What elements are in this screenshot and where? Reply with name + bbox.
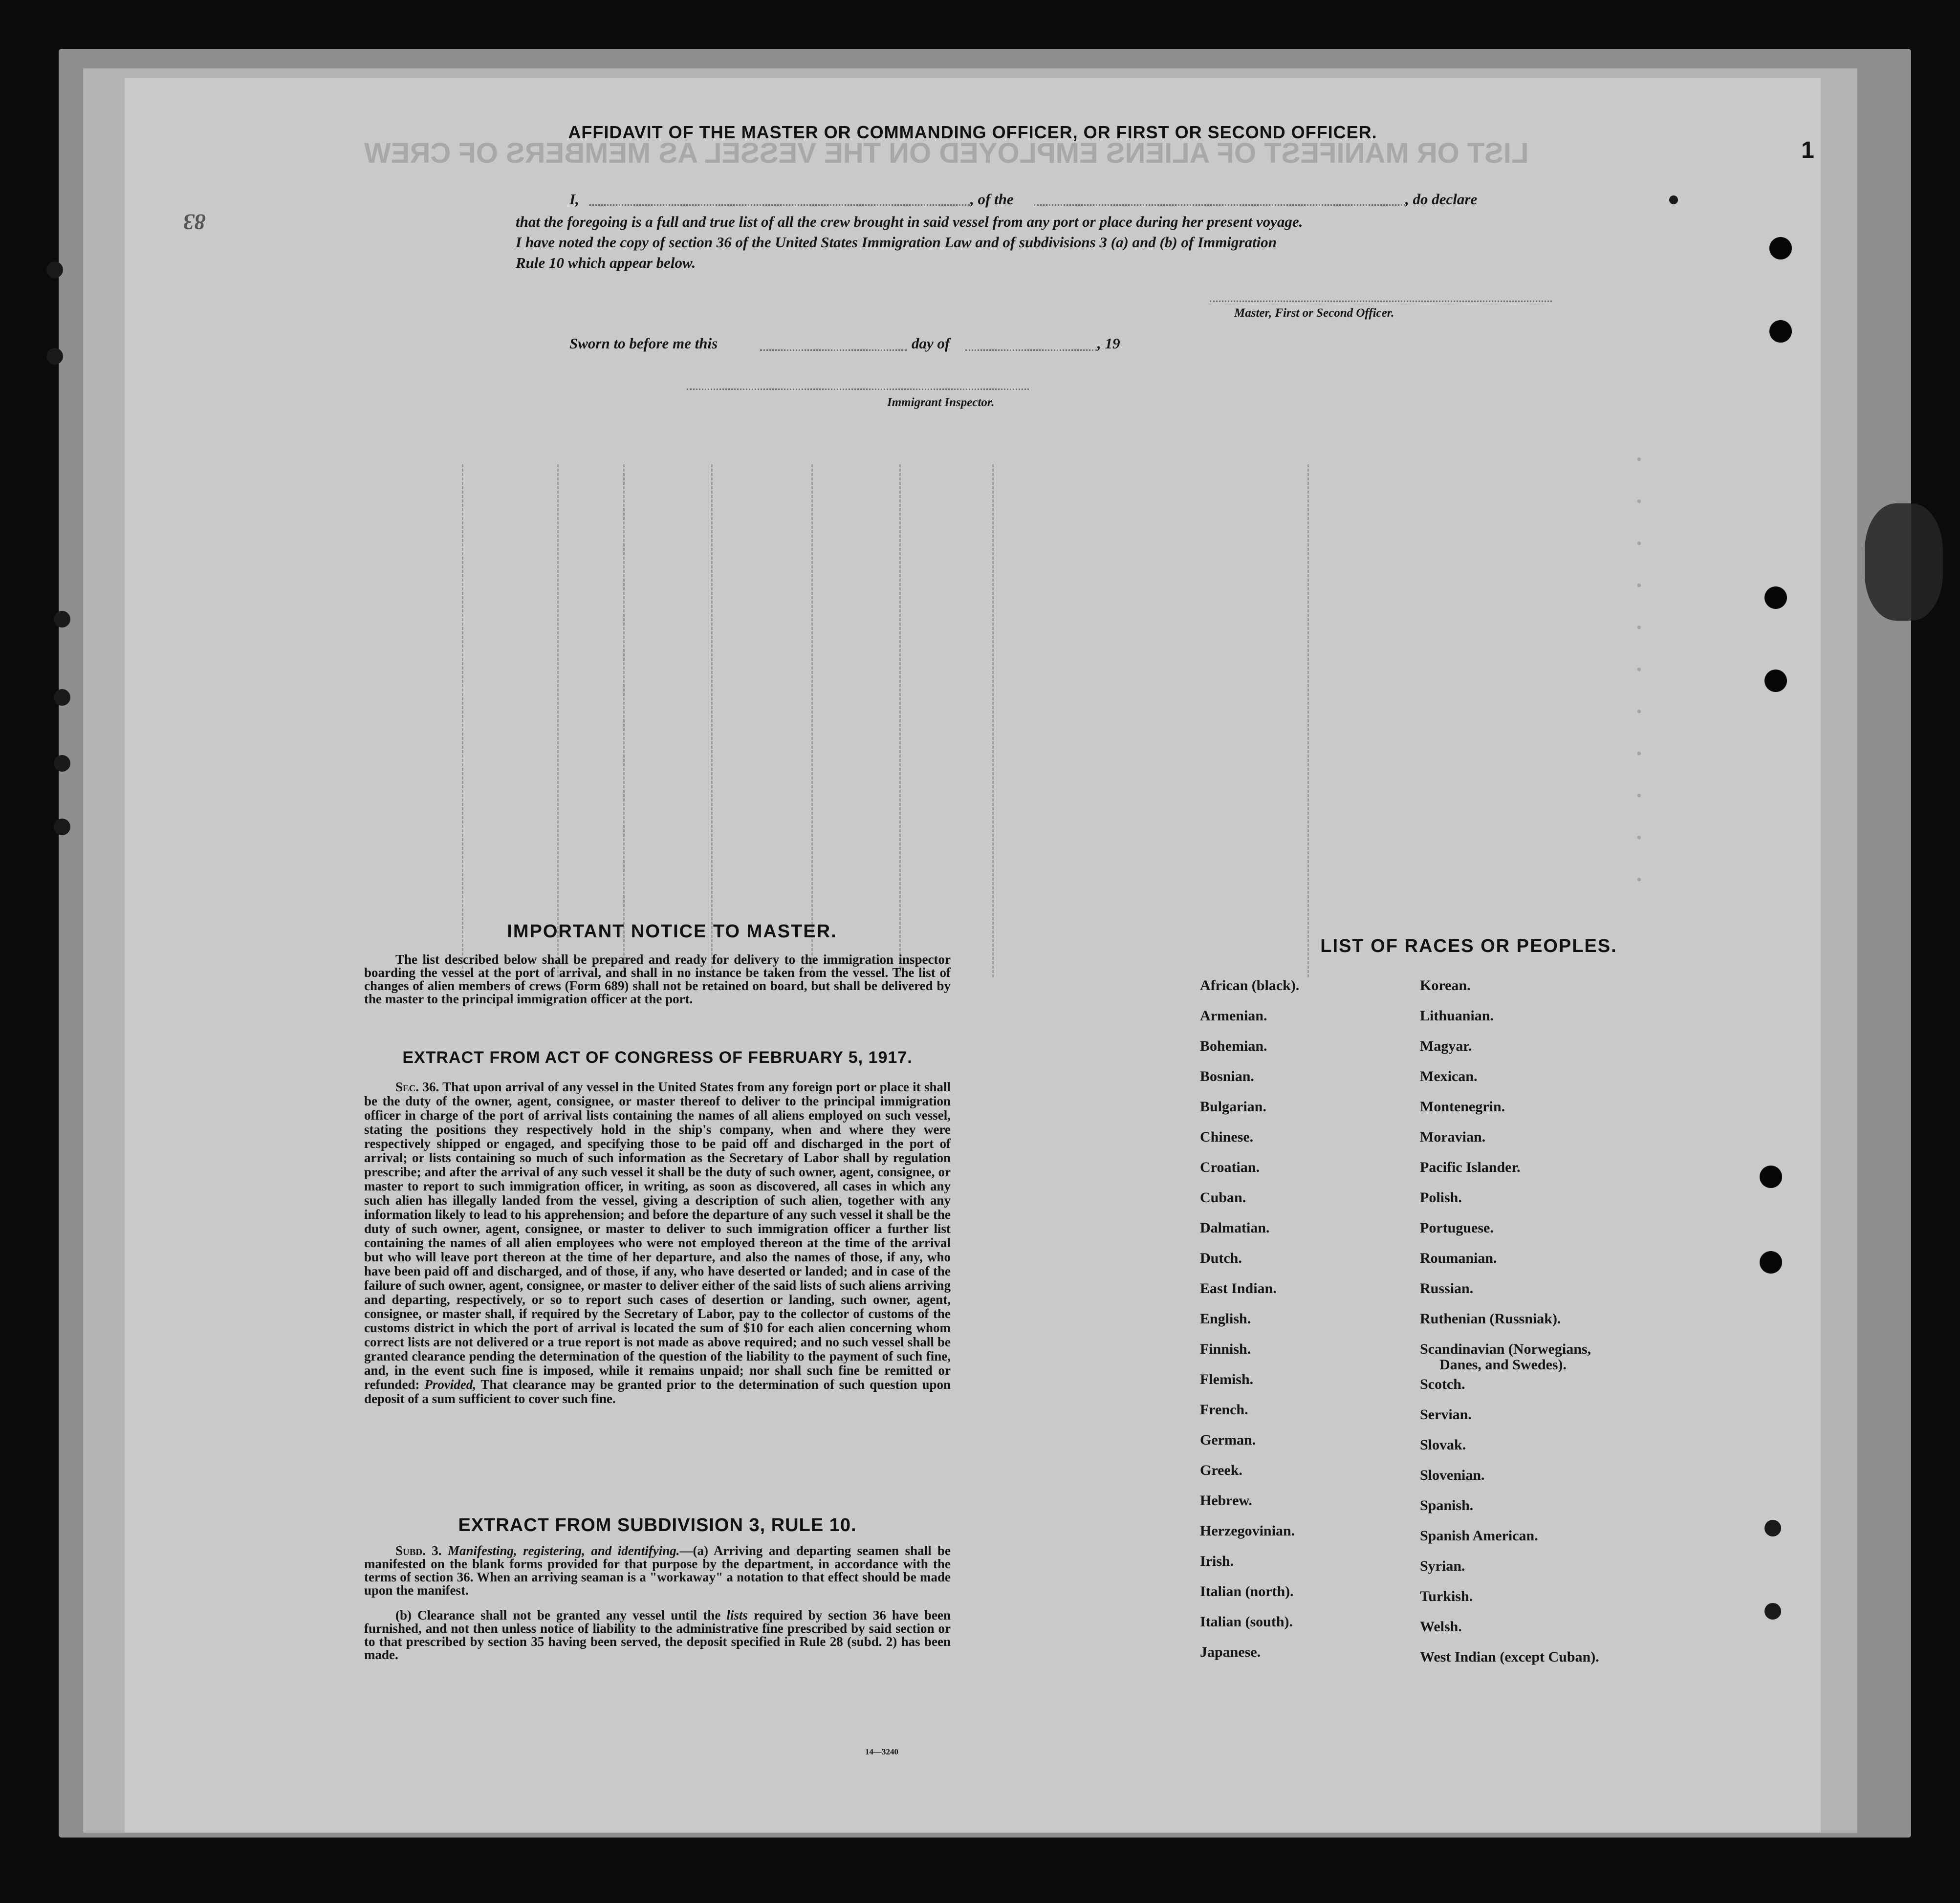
declare-label: , do declare	[1405, 191, 1478, 208]
page-corner-number: 1	[1801, 137, 1814, 163]
race-item: Bosnian.	[1200, 1068, 1254, 1084]
subdivision-heading: Manifesting, registering, and identifying.	[447, 1543, 680, 1558]
punch-hole	[1769, 237, 1792, 260]
section-label: Sec. 36.	[395, 1080, 439, 1094]
race-item: Danes, and Swedes).	[1439, 1357, 1567, 1373]
margin-number: 83	[183, 210, 206, 235]
para-a-text: —(a) Arriving and departing seamen shall be manifested on the blank forms provided for that purpose by the department, in accordance with the terms of section 36. When an arriving seaman is a "workaway" a notation to that effect should be made upon the manifest.	[364, 1543, 951, 1598]
race-item: Mexican.	[1420, 1068, 1478, 1084]
race-item: Armenian.	[1200, 1008, 1267, 1024]
race-item: Slovak.	[1420, 1437, 1466, 1453]
act-extract-text	[364, 1080, 951, 1406]
punch-hole	[54, 819, 70, 835]
races-title: LIST OF RACES OR PEOPLES.	[1320, 936, 1617, 956]
affidavit-line-3: Rule 10 which appear below.	[516, 254, 696, 271]
affidavit-line-1: that the foregoing is a full and true list of all the crew brought in said vessel from any port or place during her present voyage.	[516, 213, 1303, 230]
punch-hole	[1760, 1166, 1782, 1188]
affiant-name-field[interactable]	[589, 204, 970, 206]
race-item: Spanish American.	[1420, 1528, 1538, 1544]
race-item: West Indian (except Cuban).	[1420, 1649, 1599, 1665]
section-36-text: That upon arrival of any vessel in the United States from any foreign port or place it shall be the duty of the owner, agent, consignee, or master thereof to deliver to the principal immigration officer in charge of the port of arrival lists containing the names of all aliens employed on such vessel, stating the positions they respectively hold in the ship's company, when and where they were respectively shipped or engaged, and specifying those to be paid off and discharged in the port of arrival; or lists containing so much of such information as the Secretary of Labor shall by regulation prescribe; and after the arrival of any such vessel it shall be the duty of such owner, agent, consignee, or master to report to such immigration officer, in writing, as soon as discovered, all cases in which any such alien has illegally landed from the vessel, giving a description of such alien, together with any information likely to lead to his apprehension; and before the departure of any such vessel it shall be the duty of such owner, agent, consignee, or master to deliver to such immigration officer a further list containing the names of all alien employees who were not employed thereon at the time of the arrival but who will leave port thereon at the time of her departure, and also the names of those, if any, who have been paid off and discharged, and of those, if any, who have deserted or landed; and in case of the failure of such owner, agent, consignee, or master to deliver either of the said lists of such aliens arriving and departing, respectively, or so to report such cases of desertion or landing, such owner, agent, consignee, or master shall, if required by the Secretary of Labor, pay to the collector of customs of the customs district in which the port of arrival is located the sum of $10 for each alien concerning whom correct lists are not delivered or a true report is not made as above required; and no such vessel shall be granted clearance pending the determination of the question of the liability to the payment of such fine, and, in the event such fine is imposed, while it remains unpaid; nor shall such fine be remitted or refunded:	[364, 1080, 951, 1392]
race-item: Dalmatian.	[1200, 1220, 1270, 1236]
race-item: Scotch.	[1420, 1376, 1465, 1392]
column-rule	[711, 464, 713, 977]
race-item: Roumanian.	[1420, 1250, 1497, 1266]
ink-smudge	[1865, 503, 1943, 621]
column-rule	[1307, 464, 1309, 977]
race-item: Polish.	[1420, 1189, 1462, 1206]
rule-extract-para-b	[364, 1609, 951, 1662]
race-item: French.	[1200, 1402, 1248, 1418]
race-item: Greek.	[1200, 1462, 1242, 1478]
punch-hole	[46, 261, 63, 278]
race-item: German.	[1200, 1432, 1256, 1448]
para-b-end: required by section 36 have been furnished, and not then unless notice of liability to the administrative fine prescribed by said section or to that prescribed by section 35 having been served, the deposit specified in Rule 28 (subd. 2) has been made.	[364, 1608, 951, 1662]
column-rule	[992, 464, 994, 977]
race-item: Cuban.	[1200, 1189, 1246, 1206]
inspector-signature-field[interactable]	[687, 389, 1029, 390]
race-item: African (black).	[1200, 977, 1300, 994]
punch-hole	[1764, 670, 1787, 692]
provided-word: Provided,	[424, 1377, 477, 1392]
punch-hole	[46, 348, 63, 365]
race-item: Moravian.	[1420, 1129, 1486, 1145]
sworn-label: Sworn to before me this	[569, 335, 718, 352]
column-rule	[899, 464, 901, 977]
form-number: 14—3240	[865, 1747, 898, 1756]
race-item: Slovenian.	[1420, 1467, 1485, 1483]
race-item: Lithuanian.	[1420, 1008, 1494, 1024]
vessel-label: , of the	[970, 191, 1014, 208]
rule-extract-para-a	[364, 1544, 951, 1597]
notice-text: The list described below shall be prepared and ready for delivery to the immigration inspector boarding the vessel at the port of arrival, and shall in no instance be taken from the vessel. The list of changes of alien members of crews (Form 689) shall not be retained on board, but shall be delivered by the master to the principal immigration officer at the port.	[364, 952, 951, 1006]
rule-extract-title: EXTRACT FROM SUBDIVISION 3, RULE 10.	[458, 1515, 857, 1535]
race-item: Servian.	[1420, 1406, 1472, 1423]
race-item: Bohemian.	[1200, 1038, 1267, 1054]
punch-hole	[54, 689, 70, 706]
affiant-label: I,	[569, 191, 579, 208]
act-extract-title: EXTRACT FROM ACT OF CONGRESS OF FEBRUARY 5, 1917.	[402, 1048, 913, 1067]
column-rule	[811, 464, 813, 977]
punch-hole	[54, 611, 70, 627]
race-item: Montenegrin.	[1420, 1099, 1505, 1115]
punch-hole	[1764, 586, 1787, 609]
affidavit-line-2: I have noted the copy of section 36 of the United States Immigration Law and of subdivisions 3 (a) and (b) of Immigration	[516, 234, 1277, 251]
race-item: Chinese.	[1200, 1129, 1254, 1145]
document-page	[125, 78, 1821, 1833]
punch-hole	[54, 755, 70, 772]
race-item: Portuguese.	[1420, 1220, 1494, 1236]
punch-hole	[1764, 1520, 1781, 1536]
race-item: Ruthenian (Russniak).	[1420, 1311, 1561, 1327]
sworn-month-field[interactable]	[965, 349, 1097, 351]
year-label: , 19	[1097, 335, 1120, 352]
race-item: Italian (north).	[1200, 1583, 1294, 1600]
race-item: Welsh.	[1420, 1619, 1462, 1635]
affidavit-title: AFFIDAVIT OF THE MASTER OR COMMANDING OFFICER, OR FIRST OR SECOND OFFICER.	[568, 122, 1377, 142]
inspector-label: Immigrant Inspector.	[887, 396, 995, 409]
race-item: Russian.	[1420, 1280, 1474, 1297]
race-item: Syrian.	[1420, 1558, 1465, 1574]
race-item: Scandinavian (Norwegians,	[1420, 1341, 1591, 1357]
punch-hole	[1760, 1251, 1782, 1274]
section-36-text-end: That clearance may be granted prior to the determination of such question upon deposit of a sum sufficient to cover such fine.	[364, 1377, 951, 1406]
race-item: Italian (south).	[1200, 1614, 1293, 1630]
race-item: Pacific Islander.	[1420, 1159, 1521, 1175]
punch-hole	[1769, 320, 1792, 343]
lists-word: lists	[726, 1608, 748, 1622]
race-item: Spanish.	[1420, 1497, 1474, 1514]
vessel-name-field[interactable]	[1034, 204, 1405, 206]
para-b-start: (b) Clearance shall not be granted any vessel until the	[395, 1608, 721, 1622]
race-item: Finnish.	[1200, 1341, 1251, 1357]
race-item: Magyar.	[1420, 1038, 1472, 1054]
ghost-heading: LIST OR MANIFEST OF ALIENS EMPLOYED ON THE VESSEL AS MEMBERS OF CREW	[364, 137, 1529, 169]
race-item: Turkish.	[1420, 1588, 1473, 1604]
column-rule	[462, 464, 463, 977]
race-item: Flemish.	[1200, 1371, 1254, 1387]
race-item: Hebrew.	[1200, 1492, 1252, 1509]
column-rule	[557, 464, 559, 977]
ghost-column: • • • • • • • • • • •	[1635, 453, 1643, 888]
punch-hole	[1669, 195, 1678, 204]
column-rule	[623, 464, 625, 977]
race-item: English.	[1200, 1311, 1251, 1327]
notice-title: IMPORTANT NOTICE TO MASTER.	[507, 921, 837, 942]
race-item: Croatian.	[1200, 1159, 1260, 1175]
race-item: Korean.	[1420, 977, 1471, 994]
race-item: Irish.	[1200, 1553, 1234, 1569]
race-item: Dutch.	[1200, 1250, 1242, 1266]
punch-hole	[1764, 1603, 1781, 1620]
race-item: East Indian.	[1200, 1280, 1277, 1297]
master-signature-field[interactable]	[1210, 301, 1552, 302]
sworn-day-field[interactable]	[760, 349, 907, 351]
master-signature-label: Master, First or Second Officer.	[1234, 306, 1394, 320]
race-item: Japanese.	[1200, 1644, 1261, 1660]
race-item: Herzegovinian.	[1200, 1523, 1295, 1539]
day-of-label: day of	[912, 335, 950, 352]
subdivision-label: Subd. 3.	[395, 1543, 442, 1558]
race-item: Bulgarian.	[1200, 1099, 1266, 1115]
